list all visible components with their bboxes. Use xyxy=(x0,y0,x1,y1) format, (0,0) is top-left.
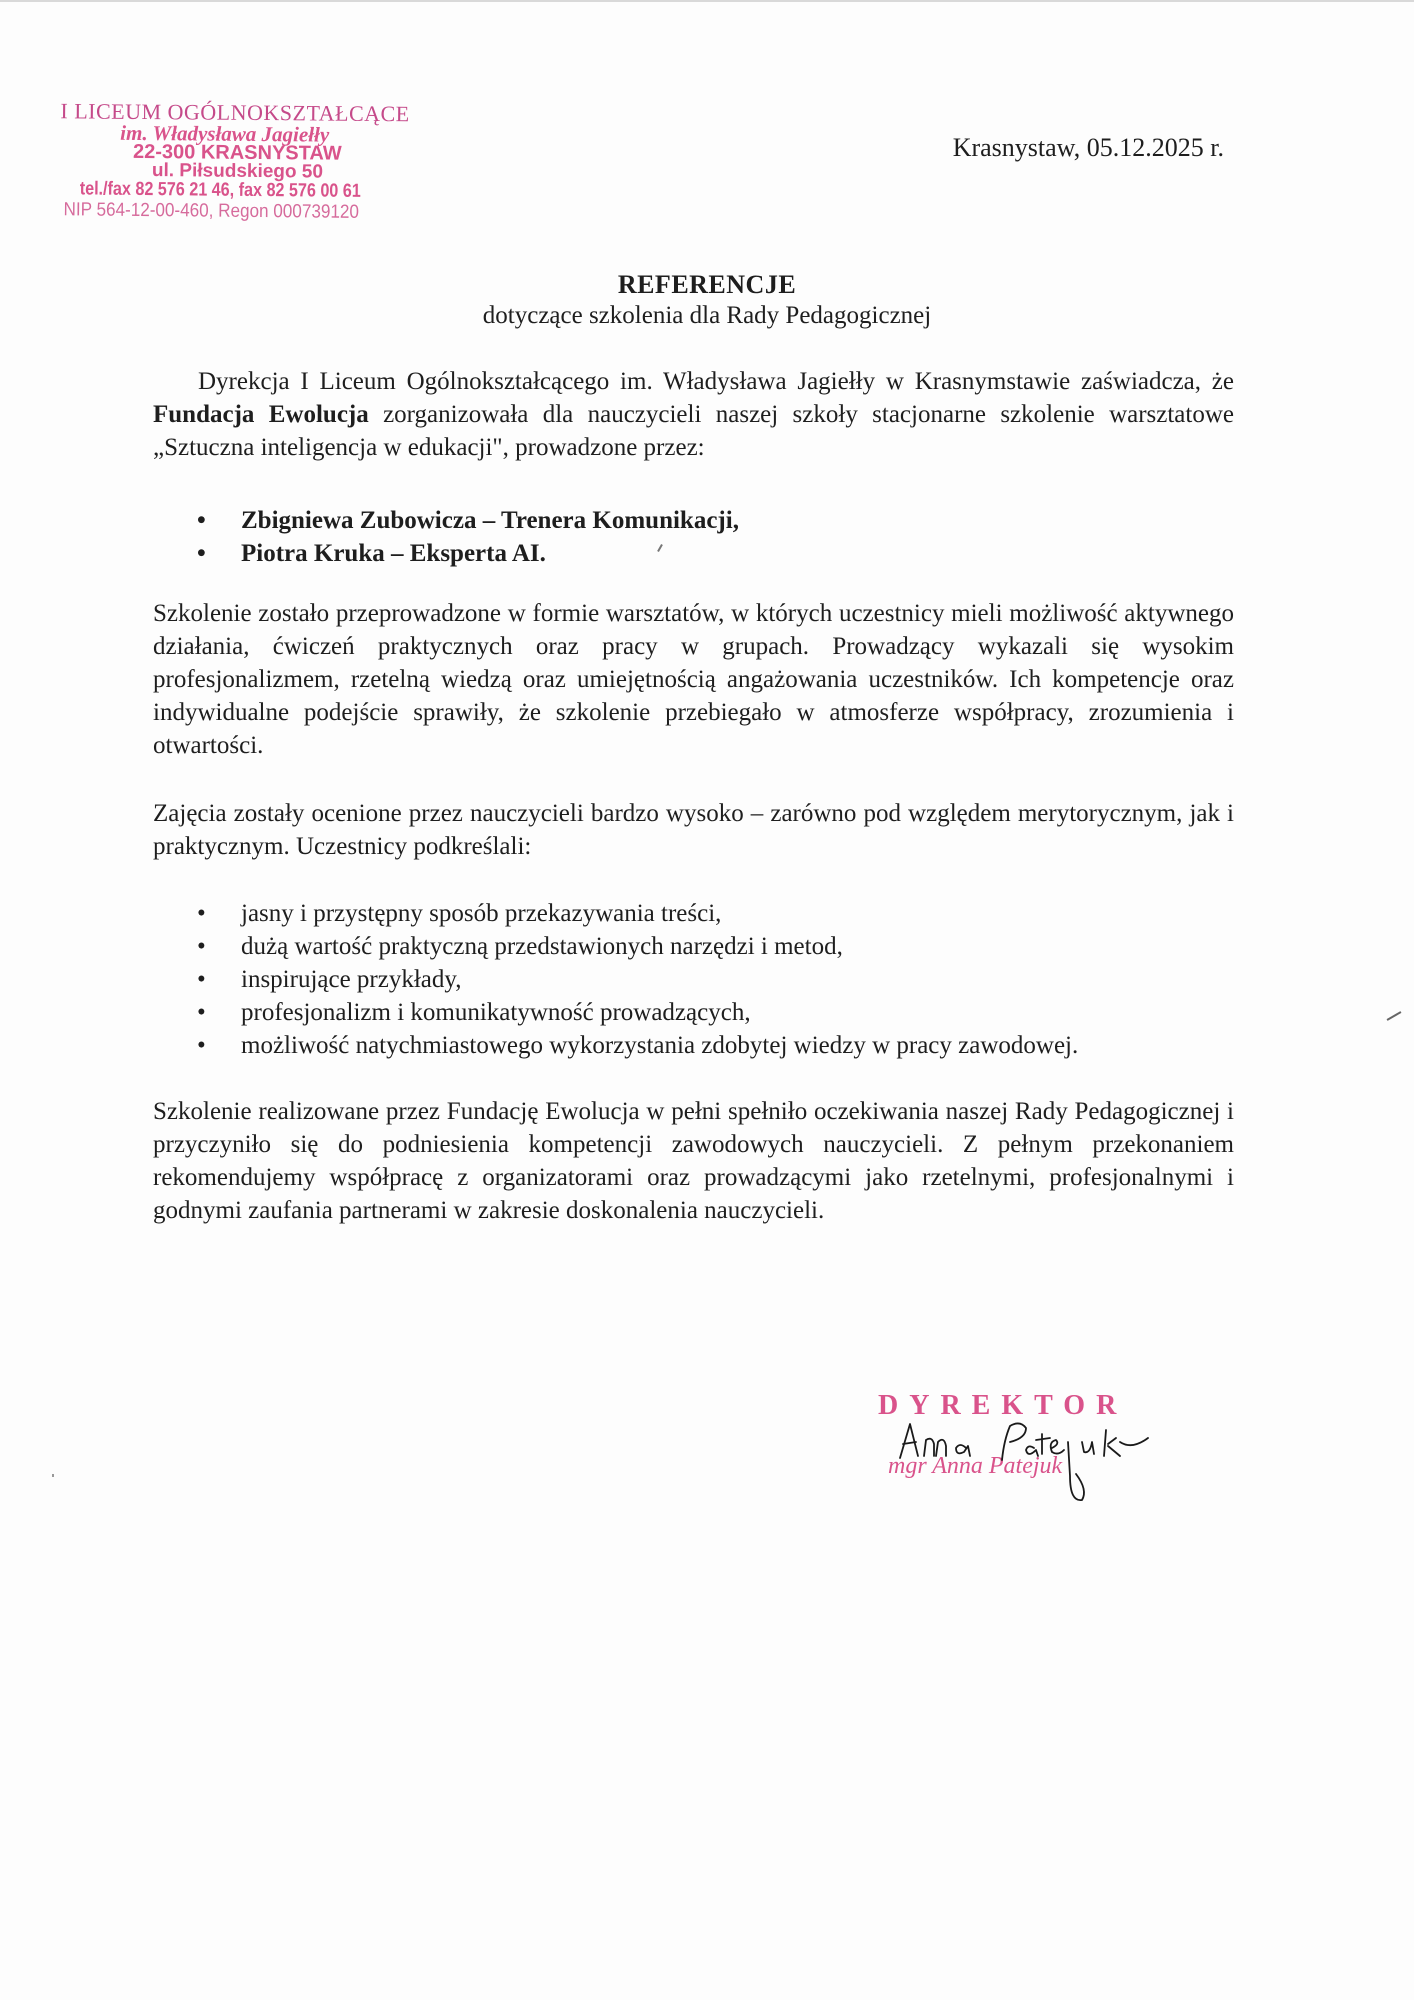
foundation-name: Fundacja Ewolucja xyxy=(153,401,369,428)
title-block xyxy=(0,270,1414,330)
stamp-street: ul. Piłsudskiego 50 xyxy=(151,160,324,183)
intro-text-end: zorganizowała dla nauczycieli naszej szkoły stacjonarne szkolenie warsztatowe „Sztuczna inteligencja w edukacji", prowadzone przez: xyxy=(153,401,1235,461)
list-item: • Piotra Kruka – Eksperta AI. xyxy=(153,537,1234,570)
stamp-school-name: I LICEUM OGÓLNOKSZTAŁCĄCE xyxy=(60,98,410,127)
list-item: • profesjonalizm i komunikatywność prowadzących, xyxy=(153,996,1234,1029)
school-stamp xyxy=(59,98,460,224)
stamp-postal-city: 22-300 KRASNYSTAW xyxy=(132,140,342,165)
list-item: • inspirujące przykłady, xyxy=(153,963,1234,996)
place-and-date: Krasnystaw, 05.12.2025 r. xyxy=(952,133,1224,162)
scan-edge-line xyxy=(0,0,1414,2)
list-item: • dużą wartość praktyczną przedstawionych narzędzi i metod, xyxy=(153,930,1234,963)
document-subtitle: dotyczące szkolenia dla Rady Pedagogicznej xyxy=(482,302,932,329)
recommendation-paragraph: Szkolenie realizowane przez Fundację Ewolucja w pełni spełniło oczekiwania naszej Rady Pedagogicznej i przyczyniło się do podniesienia kompetencji zawodowych nauczycieli. Z pełnym przekonaniem rekomendujemy współpracę z organizatorami oraz prowadzącymi jako rzetelnymi, profesjonalnymi i godnymi zaufania partnerami w zakresie doskonalenia nauczycieli. xyxy=(153,1098,1234,1224)
list-item: • jasny i przystępny sposób przekazywania treści, xyxy=(153,897,1234,930)
stamp-phone-fax: tel./fax 82 576 21 46, fax 82 576 00 61 xyxy=(79,178,361,202)
intro-text-start: Dyrekcja I Liceum Ogólnokształcącego im. Władysława Jagiełły w Krasnymstawie zaświadcza, że xyxy=(198,368,1234,395)
trainers-list xyxy=(153,504,1234,570)
stamp-patron: im. Władysława Jagiełły xyxy=(120,120,330,147)
signature-block xyxy=(870,1390,1210,1530)
feedback-list xyxy=(153,897,1234,1062)
scan-mark xyxy=(1387,1011,1402,1021)
training-description-paragraph: Szkolenie zostało przeprowadzone w formie warsztatów, w których uczestnicy mieli możliwość aktywnego działania, ćwiczeń praktycznych oraz pracy w grupach. Prowadzący wykazali się wysokim profesjonalizmem, rzetelną wiedzą oraz umiejętnością angażowania uczestników. Ich kompetencje oraz indywidualne podejście sprawiły, że szkolenie przebiegało w atmosferze współpracy, zrozumienia i otwartości. xyxy=(153,600,1234,759)
handwritten-signature xyxy=(870,1390,1210,1530)
list-item: • możliwość natychmiastowego wykorzystania zdobytej wiedzy w pracy zawodowej. xyxy=(153,1029,1234,1062)
director-stamp-name: mgr Anna Patejuk xyxy=(888,1453,1063,1479)
director-stamp-title: DYREKTOR xyxy=(878,1390,1128,1421)
scan-dot xyxy=(52,1474,54,1477)
document-title: REFERENCJE xyxy=(617,270,797,299)
intro-paragraph xyxy=(153,365,1234,464)
evaluation-paragraph: Zajęcia zostały ocenione przez nauczycieli bardzo wysoko – zarówno pod względem merytorycznym, jak i praktycznym. Uczestnicy podkreślali: xyxy=(153,800,1234,860)
list-item: • Zbigniewa Zubowicza – Trenera Komunikacji, xyxy=(153,504,1234,537)
stamp-nip-regon: NIP 564-12-00-460, Regon 000739120 xyxy=(63,199,360,223)
